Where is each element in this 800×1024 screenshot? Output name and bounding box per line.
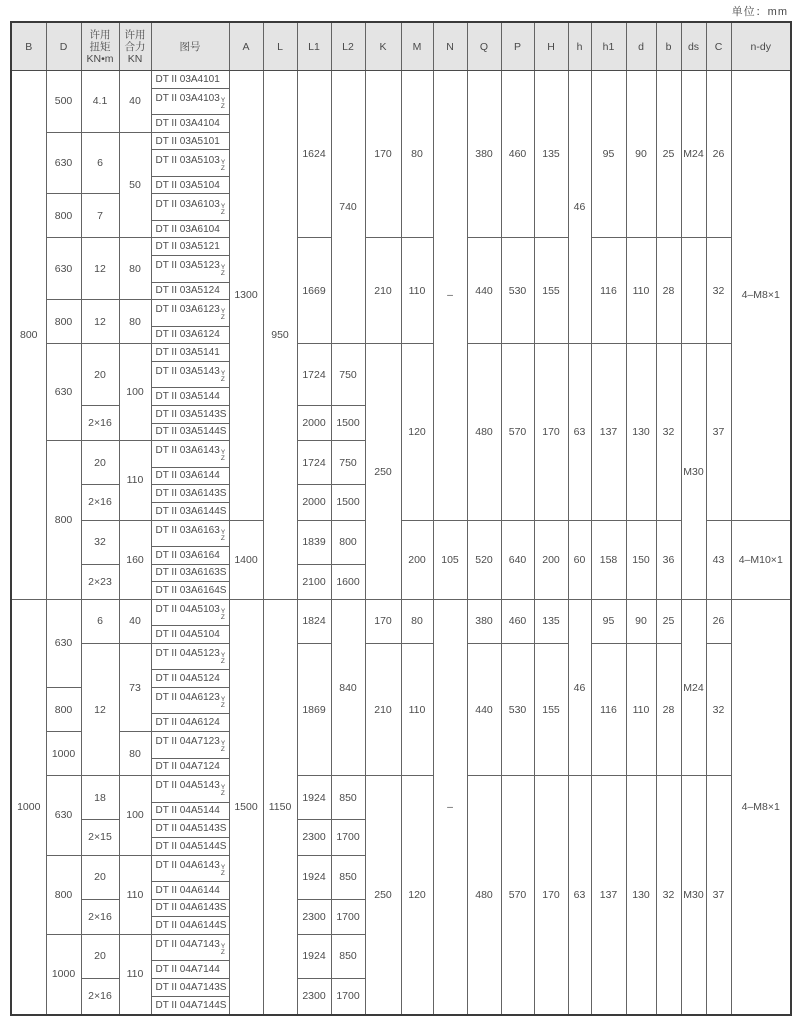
spec-cell: 1669 (297, 238, 331, 344)
drawing-number-cell: DT II 04A5104 (151, 626, 229, 644)
column-header-b: b (656, 22, 681, 71)
yz-variant-suffix: Y Z (220, 264, 226, 278)
spec-cell: 40 (119, 71, 151, 133)
spec-cell: 1150 (263, 599, 297, 1015)
drawing-number-cell: DT II 03A6163S (151, 564, 229, 582)
spec-cell: 1724 (297, 441, 331, 485)
spec-cell: 530 (501, 238, 534, 344)
spec-cell: 740 (331, 71, 365, 344)
table-row (11, 344, 791, 362)
spec-cell: 800 (46, 688, 81, 732)
spec-cell: 63 (568, 344, 591, 520)
spec-cell: 95 (591, 599, 626, 643)
spec-cell: 80 (119, 238, 151, 300)
spec-cell: 20 (81, 344, 119, 406)
spec-cell: 520 (467, 520, 501, 599)
spec-cell: 850 (331, 934, 365, 978)
spec-cell: 1624 (297, 71, 331, 238)
spec-cell: 1500 (229, 599, 263, 1015)
drawing-number-cell: DT II 03A5141 (151, 344, 229, 362)
spec-cell: 32 (656, 344, 681, 520)
column-header-C: C (706, 22, 731, 71)
drawing-number-cell: DT II 03A6164S (151, 582, 229, 600)
drawing-number-cell: DT II 04A7124 (151, 758, 229, 776)
column-header-ds: ds (681, 22, 706, 71)
spec-cell: 158 (591, 520, 626, 599)
drawing-number-cell: DT II 04A7144 (151, 961, 229, 979)
spec-cell: 500 (46, 71, 81, 133)
column-header-M: M (401, 22, 433, 71)
spec-cell: 32 (81, 520, 119, 564)
drawing-number-cell: DT II 04A6143 Y Z (151, 855, 229, 881)
spec-cell: 1869 (297, 643, 331, 775)
column-header-d: d (626, 22, 656, 71)
spec-cell: 110 (626, 238, 656, 344)
spec-cell: 135 (534, 71, 568, 238)
spec-cell: 80 (119, 300, 151, 344)
drawing-number-cell: DT II 03A6144S (151, 502, 229, 520)
spec-cell: 155 (534, 643, 568, 775)
spec-cell: 100 (119, 344, 151, 441)
drawing-number-cell: DT II 03A6103 Y Z (151, 194, 229, 220)
column-header-H: H (534, 22, 568, 71)
spec-cell: 4–M10×1 (731, 520, 791, 599)
column-header-force: 许用 合力 KN (119, 22, 151, 71)
table-row (11, 520, 791, 546)
spec-cell: 210 (365, 238, 401, 344)
spec-cell: 116 (591, 643, 626, 775)
column-header-P: P (501, 22, 534, 71)
drawing-number-cell: DT II 03A5101 (151, 132, 229, 150)
yz-variant-suffix: Y Z (220, 608, 226, 622)
drawing-number-cell: DT II 04A6124 (151, 714, 229, 732)
spec-cell: 2100 (297, 564, 331, 599)
spec-cell: 46 (568, 71, 591, 344)
spec-cell: 25 (656, 599, 681, 643)
spec-cell: 26 (706, 71, 731, 238)
spec-cell: 2000 (297, 405, 331, 440)
spec-cell: 2300 (297, 820, 331, 855)
spec-cell: 110 (119, 934, 151, 1015)
spec-cell: 170 (534, 344, 568, 520)
spec-cell: 2300 (297, 899, 331, 934)
yz-variant-suffix: Y Z (220, 784, 226, 798)
spec-cell: 460 (501, 71, 534, 238)
spec-cell: 160 (119, 520, 151, 599)
spec-cell: 200 (534, 520, 568, 599)
spec-cell: 440 (467, 643, 501, 775)
table-row (11, 71, 791, 89)
header-row (11, 22, 791, 71)
spec-cell: 750 (331, 441, 365, 485)
table-row (11, 599, 791, 625)
spec-cell: – (433, 71, 467, 521)
spec-cell: 1500 (331, 485, 365, 520)
spec-cell: 640 (501, 520, 534, 599)
spec-cell: 130 (626, 776, 656, 1015)
table-row (11, 238, 791, 256)
spec-cell: 46 (568, 599, 591, 775)
drawing-number-cell: DT II 03A4101 (151, 71, 229, 89)
spec-cell: 80 (119, 732, 151, 776)
spec-cell: M30 (681, 776, 706, 1015)
yz-variant-suffix: Y Z (220, 370, 226, 384)
spec-cell: 40 (119, 599, 151, 643)
spec-cell: 840 (331, 599, 365, 775)
spec-cell: 210 (365, 643, 401, 775)
spec-cell: 1500 (331, 405, 365, 440)
spec-cell: 170 (365, 599, 401, 643)
yz-variant-suffix: Y Z (220, 652, 226, 666)
spec-cell (681, 238, 706, 344)
spec-cell: 800 (46, 855, 81, 934)
yz-variant-suffix: Y Z (220, 863, 226, 877)
drawing-number-cell: DT II 03A5144S (151, 423, 229, 441)
drawing-number-cell: DT II 03A5121 (151, 238, 229, 256)
spec-cell: 630 (46, 238, 81, 300)
drawing-number-cell: DT II 03A6164 (151, 547, 229, 565)
spec-cell: 850 (331, 776, 365, 820)
spec-cell: 120 (401, 776, 433, 1015)
spec-cell: 50 (119, 132, 151, 238)
column-header-K: K (365, 22, 401, 71)
spec-cell: 1700 (331, 899, 365, 934)
drawing-number-cell: DT II 03A4103 Y Z (151, 88, 229, 114)
spec-cell: 480 (467, 344, 501, 520)
drawing-number-cell: DT II 04A7144S (151, 996, 229, 1015)
column-header-drawing-no: 图号 (151, 22, 229, 71)
column-header-D: D (46, 22, 81, 71)
spec-cell: 850 (331, 855, 365, 899)
spec-cell: 110 (119, 855, 151, 934)
spec-table (10, 21, 792, 1016)
spec-cell: 110 (401, 643, 433, 775)
spec-cell: 200 (401, 520, 433, 599)
spec-cell: 570 (501, 344, 534, 520)
spec-cell: 1839 (297, 520, 331, 564)
spec-cell: 1600 (331, 564, 365, 599)
drawing-number-cell: DT II 03A5104 (151, 176, 229, 194)
spec-cell: 440 (467, 238, 501, 344)
spec-cell: 73 (119, 643, 151, 731)
spec-cell: 150 (626, 520, 656, 599)
spec-cell: 170 (534, 776, 568, 1015)
spec-cell: 6 (81, 132, 119, 194)
column-header-Q: Q (467, 22, 501, 71)
spec-cell: 2000 (297, 485, 331, 520)
spec-cell: 570 (501, 776, 534, 1015)
drawing-number-cell: DT II 03A5123 Y Z (151, 256, 229, 282)
spec-cell: 6 (81, 599, 119, 643)
spec-cell: 90 (626, 599, 656, 643)
column-header-B: B (11, 22, 46, 71)
yz-variant-suffix: Y Z (220, 308, 226, 322)
spec-cell: – (433, 599, 467, 1015)
drawing-number-cell: DT II 03A5103 Y Z (151, 150, 229, 176)
spec-cell: 18 (81, 776, 119, 820)
spec-cell: 250 (365, 344, 401, 600)
spec-cell: 1924 (297, 855, 331, 899)
spec-cell: 155 (534, 238, 568, 344)
spec-cell: 36 (656, 520, 681, 599)
drawing-number-cell: DT II 03A4104 (151, 115, 229, 133)
spec-cell: 2300 (297, 978, 331, 1015)
column-header-N: N (433, 22, 467, 71)
spec-cell: 800 (46, 194, 81, 238)
yz-variant-suffix: Y Z (220, 96, 226, 110)
spec-cell: 1700 (331, 978, 365, 1015)
spec-cell: 20 (81, 855, 119, 899)
drawing-number-cell: DT II 04A6144 (151, 881, 229, 899)
spec-cell: 130 (626, 344, 656, 520)
spec-cell: 630 (46, 776, 81, 855)
table-row (11, 643, 791, 669)
spec-cell: 630 (46, 132, 81, 194)
spec-cell: 20 (81, 934, 119, 978)
spec-cell: 25 (656, 71, 681, 238)
drawing-number-cell: DT II 03A5143S (151, 405, 229, 423)
spec-table-body (11, 71, 791, 1016)
spec-cell: 1924 (297, 776, 331, 820)
column-header-n-dy: n-dy (731, 22, 791, 71)
spec-cell: 12 (81, 238, 119, 300)
spec-cell: 135 (534, 599, 568, 643)
spec-cell: 4–M8×1 (731, 599, 791, 1015)
spec-cell: 120 (401, 344, 433, 520)
spec-cell: 1924 (297, 934, 331, 978)
spec-cell: 137 (591, 344, 626, 520)
spec-cell: 750 (331, 344, 365, 406)
spec-cell: M30 (681, 344, 706, 600)
spec-cell: 12 (81, 643, 119, 775)
spec-cell: 110 (401, 238, 433, 344)
spec-cell: 380 (467, 599, 501, 643)
spec-cell: 1700 (331, 820, 365, 855)
drawing-number-cell: DT II 03A5143 Y Z (151, 361, 229, 387)
unit-label: 单位：mm (731, 6, 788, 18)
spec-cell: 950 (263, 71, 297, 600)
drawing-number-cell: DT II 03A6163 Y Z (151, 520, 229, 546)
drawing-number-cell: DT II 04A5143 Y Z (151, 776, 229, 802)
spec-cell: 100 (119, 776, 151, 855)
spec-cell: 28 (656, 238, 681, 344)
spec-cell: 630 (46, 344, 81, 441)
drawing-number-cell: DT II 04A6123 Y Z (151, 688, 229, 714)
drawing-number-cell: DT II 04A7143S (151, 978, 229, 996)
column-header-L: L (263, 22, 297, 71)
yz-variant-suffix: Y Z (220, 449, 226, 463)
spec-cell: 630 (46, 599, 81, 687)
spec-cell: 1300 (229, 71, 263, 521)
drawing-number-cell: DT II 03A5124 (151, 282, 229, 300)
spec-cell: 1000 (46, 732, 81, 776)
spec-cell: 2×16 (81, 978, 119, 1015)
drawing-number-cell: DT II 03A6143 Y Z (151, 441, 229, 467)
spec-cell: 250 (365, 776, 401, 1015)
drawing-number-cell: DT II 04A5103 Y Z (151, 599, 229, 625)
yz-variant-suffix: Y Z (220, 740, 226, 754)
spec-cell: 28 (656, 643, 681, 775)
spec-cell: 380 (467, 71, 501, 238)
spec-cell: 800 (11, 71, 46, 600)
yz-variant-suffix: Y Z (220, 158, 226, 172)
spec-cell: 105 (433, 520, 467, 599)
column-header-A: A (229, 22, 263, 71)
yz-variant-suffix: Y Z (220, 943, 226, 957)
spec-cell: 2×16 (81, 485, 119, 520)
spec-cell: 80 (401, 71, 433, 238)
spec-cell: 32 (706, 643, 731, 775)
yz-variant-suffix: Y Z (220, 528, 226, 542)
spec-cell: 1824 (297, 599, 331, 643)
spec-cell: 137 (591, 776, 626, 1015)
drawing-number-cell: DT II 04A5143S (151, 820, 229, 838)
spec-cell: 110 (119, 441, 151, 520)
spec-cell: 37 (706, 776, 731, 1015)
spec-cell: 1000 (46, 934, 81, 1015)
drawing-number-cell: DT II 04A5124 (151, 670, 229, 688)
spec-cell: 1400 (229, 520, 263, 599)
spec-cell: 460 (501, 599, 534, 643)
spec-cell: 63 (568, 776, 591, 1015)
spec-cell: 116 (591, 238, 626, 344)
spec-cell: 530 (501, 643, 534, 775)
spec-cell: 1000 (11, 599, 46, 1015)
spec-cell: M24 (681, 599, 706, 775)
drawing-number-cell: DT II 04A5144 (151, 802, 229, 820)
column-header-h: h (568, 22, 591, 71)
drawing-number-cell: DT II 04A6144S (151, 917, 229, 935)
drawing-number-cell: DT II 04A7143 Y Z (151, 934, 229, 960)
spec-cell: 2×23 (81, 564, 119, 599)
drawing-number-cell: DT II 03A6143S (151, 485, 229, 503)
spec-cell: M24 (681, 71, 706, 238)
drawing-number-cell: DT II 04A6143S (151, 899, 229, 917)
spec-cell: 170 (365, 71, 401, 238)
spec-cell: 60 (568, 520, 591, 599)
drawing-number-cell: DT II 03A6104 (151, 220, 229, 238)
drawing-number-cell: DT II 03A6123 Y Z (151, 300, 229, 326)
spec-cell: 43 (706, 520, 731, 599)
yz-variant-suffix: Y Z (220, 696, 226, 710)
spec-cell: 80 (401, 599, 433, 643)
column-header-L2: L2 (331, 22, 365, 71)
column-header-h1: h1 (591, 22, 626, 71)
spec-cell: 2×16 (81, 405, 119, 440)
spec-cell: 37 (706, 344, 731, 520)
spec-cell: 1724 (297, 344, 331, 406)
spec-cell: 2×16 (81, 899, 119, 934)
spec-cell: 32 (706, 238, 731, 344)
table-row (11, 776, 791, 802)
spec-cell: 4–M8×1 (731, 71, 791, 521)
drawing-number-cell: DT II 03A5144 (151, 388, 229, 406)
spec-cell: 7 (81, 194, 119, 238)
spec-cell: 12 (81, 300, 119, 344)
yz-variant-suffix: Y Z (220, 202, 226, 216)
spec-cell: 26 (706, 599, 731, 643)
spec-cell: 4.1 (81, 71, 119, 133)
spec-cell: 90 (626, 71, 656, 238)
spec-cell: 2×15 (81, 820, 119, 855)
spec-cell: 95 (591, 71, 626, 238)
drawing-number-cell: DT II 03A6124 (151, 326, 229, 344)
spec-cell: 20 (81, 441, 119, 485)
spec-cell: 800 (46, 441, 81, 600)
spec-cell: 32 (656, 776, 681, 1015)
spec-cell: 800 (331, 520, 365, 564)
spec-cell: 800 (46, 300, 81, 344)
drawing-number-cell: DT II 04A5144S (151, 837, 229, 855)
spec-cell: 110 (626, 643, 656, 775)
drawing-number-cell: DT II 03A6144 (151, 467, 229, 485)
spec-table-head (11, 22, 791, 71)
column-header-L1: L1 (297, 22, 331, 71)
drawing-number-cell: DT II 04A5123 Y Z (151, 643, 229, 669)
column-header-torque: 许用 扭矩 KN•m (81, 22, 119, 71)
spec-cell: 480 (467, 776, 501, 1015)
drawing-number-cell: DT II 04A7123 Y Z (151, 732, 229, 758)
